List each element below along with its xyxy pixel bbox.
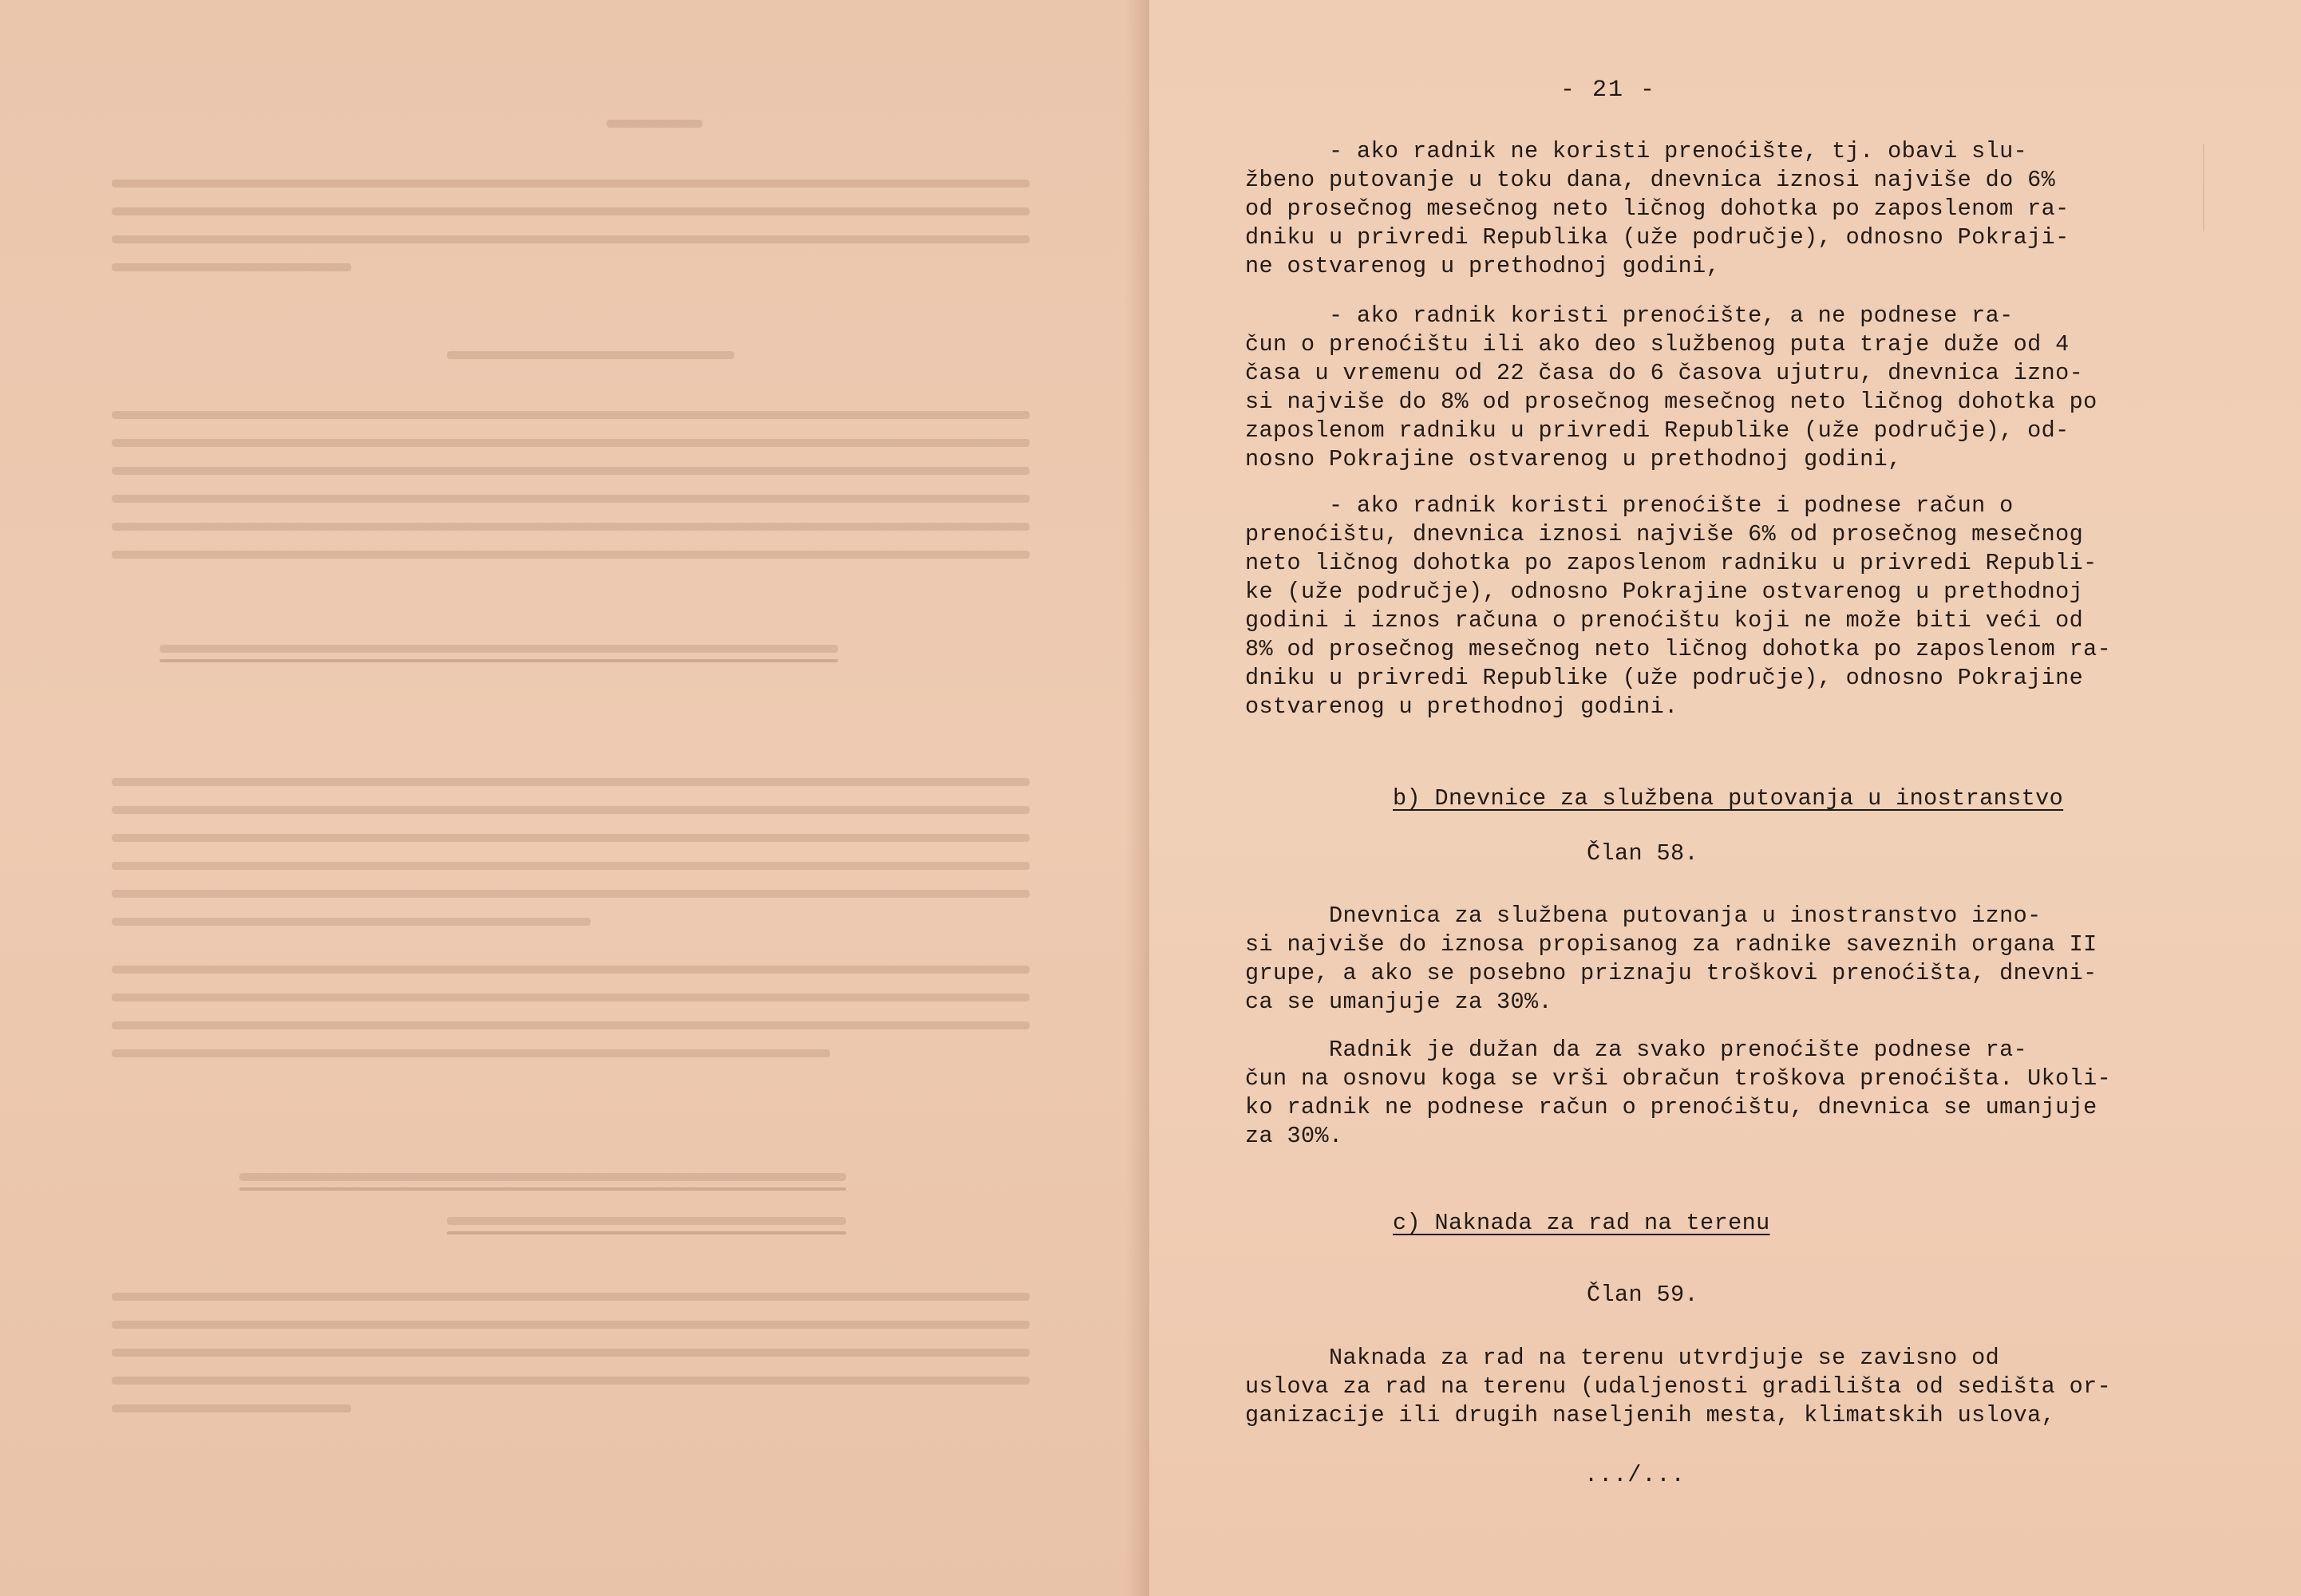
bleed-through-line	[112, 467, 1030, 475]
bleed-through-line	[112, 1321, 1030, 1329]
text-line: neto ličnog dohotka po zaposlenom radniku u privredi Republi-	[1245, 550, 2097, 576]
bleed-through-line	[112, 439, 1030, 447]
text-line: - ako radnik ne koristi prenoćište, tj. obavi slu-	[1245, 138, 2028, 164]
text-line: za 30%.	[1245, 1123, 1343, 1149]
continued-mark: .../...	[1584, 1462, 1686, 1488]
text-line: ne ostvarenog u prethodnoj godini,	[1245, 253, 1721, 279]
bleed-through-mark	[2203, 144, 2252, 231]
section-heading-c: c) Naknada za rad na terenu	[1393, 1210, 1770, 1236]
bleed-through-line	[447, 1217, 846, 1225]
text-line: čun o prenoćištu ili ako deo službenog puta traje duže od 4	[1245, 331, 2070, 358]
text-line: ostvarenog u prethodnoj godini.	[1245, 693, 1678, 720]
bleed-through-line	[160, 645, 838, 653]
paragraph-2	[1245, 302, 2187, 474]
text-line: od prosečnog mesečnog neto ličnog dohotka po zaposlenom ra-	[1245, 196, 2070, 222]
bleed-through-line	[112, 1293, 1030, 1301]
bleed-through-line	[239, 1173, 846, 1181]
article-58-paragraph-2	[1245, 1036, 2187, 1151]
text-line: ke (uže područje), odnosno Pokrajine ostvarenog u prethodnoj	[1245, 579, 2084, 605]
bleed-through-line	[112, 994, 1030, 1001]
bleed-through-line	[112, 411, 1030, 419]
text-line: Dnevnica za službena putovanja u inostranstvo izno-	[1245, 903, 2042, 929]
text-line: ko radnik ne podnese račun o prenoćištu, dnevnica se umanjuje	[1245, 1094, 2097, 1120]
bleed-through-line	[112, 1404, 351, 1412]
bleed-through-underline	[239, 1187, 846, 1191]
left-page	[0, 0, 1149, 1596]
text-line: čun na osnovu koga se vrši obračun troškova prenoćišta. Ukoli-	[1245, 1065, 2112, 1092]
text-line: prenoćištu, dnevnica iznosi najviše 6% od prosečnog mesečnog	[1245, 521, 2084, 547]
bleed-through-line	[112, 1021, 1030, 1029]
bleed-through-line	[112, 523, 1030, 531]
text-line: dniku u privredi Republike (uže područje), odnosno Pokrajine	[1245, 665, 2084, 691]
article-59-title: Član 59.	[1587, 1282, 1699, 1308]
text-line: si najviše do iznosa propisanog za radnike saveznih organa II	[1245, 931, 2097, 958]
section-heading-b: b) Dnevnice za službena putovanja u inostranstvo	[1393, 785, 2064, 812]
bleed-through-line	[112, 806, 1030, 814]
bleed-through-line	[112, 1377, 1030, 1385]
text-line: 8% od prosečnog mesečnog neto ličnog dohotka po zaposlenom ra-	[1245, 636, 2112, 662]
bleed-through-line	[112, 834, 1030, 842]
text-line: - ako radnik koristi prenoćište, a ne podnese ra-	[1245, 302, 2014, 329]
bleed-through-line	[112, 778, 1030, 786]
text-line: Radnik je dužan da za svako prenoćište podnese ra-	[1245, 1037, 2028, 1063]
text-line: zaposlenom radniku u privredi Republike (uže područje), od-	[1245, 417, 2070, 444]
bleed-through-line	[112, 235, 1030, 243]
text-line: ca se umanjuje za 30%.	[1245, 989, 1553, 1015]
bleed-through-line	[112, 890, 1030, 898]
text-line: ganizacije ili drugih naseljenih mesta, klimatskih uslova,	[1245, 1402, 2056, 1428]
bleed-through-line	[112, 207, 1030, 215]
bleed-through-line	[607, 120, 702, 128]
bleed-through-line	[112, 180, 1030, 188]
bleed-through-line	[112, 551, 1030, 559]
text-line: - ako radnik koristi prenoćište i podnese račun o	[1245, 492, 2014, 519]
text-line: žbeno putovanje u toku dana, dnevnica iznosi najviše do 6%	[1245, 167, 2056, 193]
page-number: - 21 -	[1560, 77, 1657, 104]
text-line: uslova za rad na terenu (udaljenosti gradilišta od sedišta or-	[1245, 1373, 2112, 1400]
article-59-paragraph-1	[1245, 1344, 2187, 1430]
bleed-through-underline	[447, 1231, 846, 1235]
bleed-through-line	[447, 351, 734, 359]
bleed-through-line	[112, 862, 1030, 870]
text-line: grupe, a ako se posebno priznaju troškovi prenoćišta, dnevni-	[1245, 960, 2097, 986]
article-58-title: Član 58.	[1587, 840, 1699, 867]
bleed-through-underline	[160, 659, 838, 662]
bleed-through-line	[112, 1349, 1030, 1357]
text-line: časa u vremenu od 22 časa do 6 časova ujutru, dnevnica izno-	[1245, 360, 2084, 386]
article-58-paragraph-1	[1245, 902, 2187, 1017]
text-line: godini i iznos računa o prenoćištu koji ne može biti veći od	[1245, 607, 2084, 634]
paragraph-1	[1245, 137, 2187, 281]
text-line: dniku u privredi Republika (uže područje), odnosno Pokraji-	[1245, 224, 2070, 251]
text-line: si najviše do 8% od prosečnog mesečnog neto ličnog dohotka po	[1245, 389, 2097, 415]
paragraph-3	[1245, 492, 2187, 721]
bleed-through-line	[112, 966, 1030, 974]
bleed-through-line	[112, 918, 591, 926]
bleed-through-line	[112, 1049, 830, 1057]
bleed-through-line	[112, 495, 1030, 503]
bleed-through-line	[112, 263, 351, 271]
text-line: Naknada za rad na terenu utvrdjuje se zavisno od	[1245, 1345, 2000, 1371]
text-line: nosno Pokrajine ostvarenog u prethodnoj godini,	[1245, 446, 1902, 472]
